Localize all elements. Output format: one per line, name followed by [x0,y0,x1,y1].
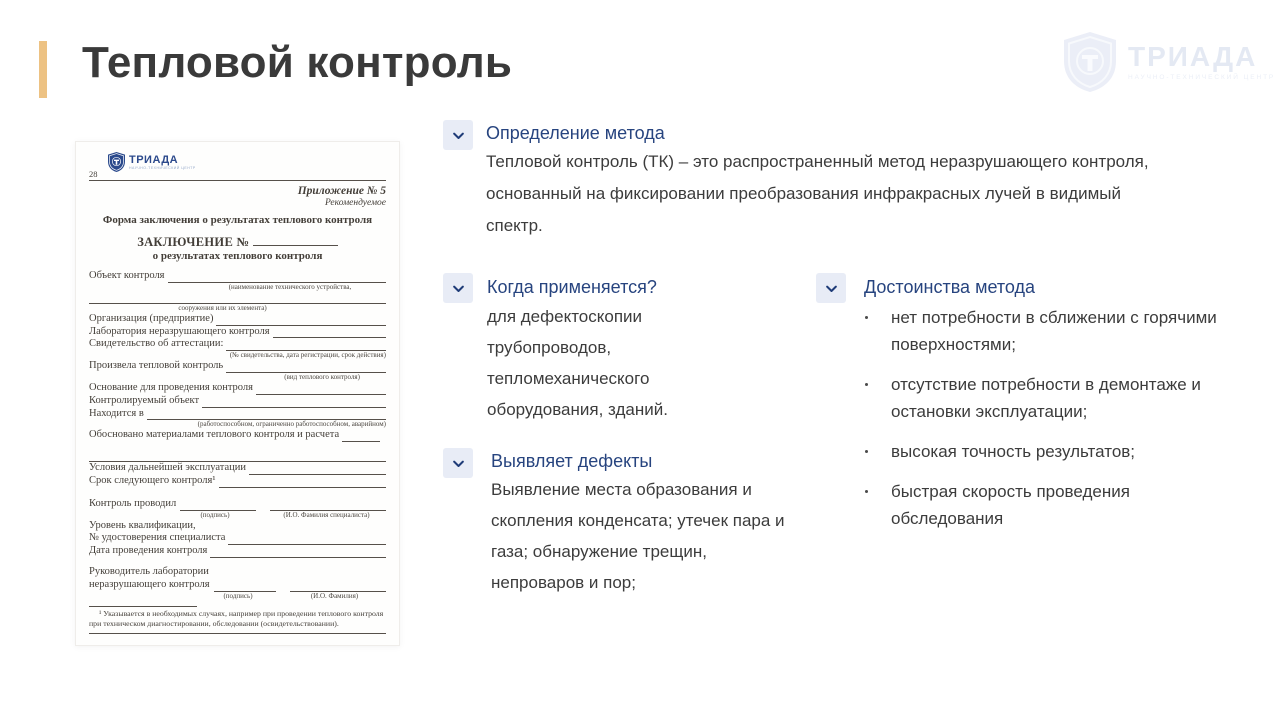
doc-field-row [89,450,386,462]
doc-field-label: Контролируемый объект [89,394,200,406]
doc-fill-line [210,546,386,558]
doc-fill-line [202,396,386,408]
doc-conclusion-label: ЗАКЛЮЧЕНИЕ № [137,235,250,249]
doc-field-row [89,360,386,373]
body-text-line: трубопроводов, [487,338,612,357]
doc-field-label: Руководитель лаборатории [89,565,209,577]
list-item [862,478,1266,532]
doc-conclusion-title [89,235,386,249]
doc-field-row [89,520,386,533]
doc-field-row [89,395,386,408]
doc-brand-tagline: НАУЧНО-ТЕХНИЧЕСКИЙ ЦЕНТР [129,165,196,170]
doc-field-row [89,429,386,442]
list-item [862,371,1266,425]
doc-field-label: Срок следующего контроля¹ [89,474,216,486]
doc-field-label: Свидетельство об аттестации: [89,338,224,350]
doc-field-label: Контроль проводил [89,497,177,509]
doc-fill-line [253,235,338,246]
doc-spacer [89,558,386,566]
doc-fill-line [89,292,386,304]
doc-field-label: Объект контроля [89,270,165,281]
body-text-line: быстрая скорость проведения [891,482,1130,501]
doc-field-label: Основание для проведения контроля [89,381,253,393]
doc-field-caption: сооружения или их элемента) [178,303,267,312]
doc-field-label: Дата проведения контроля [89,545,208,557]
doc-field-caption: (вид теплового контроля) [284,372,360,381]
doc-spacer [89,442,386,450]
body-text-line: отсутствие потребности в демонтаже и [891,375,1201,394]
doc-field-row [89,338,386,351]
section-heading-advantages: Достоинства метода [864,277,1036,297]
doc-field-label: неразрушающего контроля [89,578,210,590]
doc-bottom-rule [89,633,386,634]
body-text-line: поверхностями; [891,335,1016,354]
doc-field-caption: (И.О. Фамилия специалиста) [283,510,370,519]
doc-signature-captions [89,511,386,520]
doc-fill-line [168,271,386,283]
bullet-dot-icon [865,490,868,493]
page-title: Тепловой контроль [82,38,513,87]
doc-field-caption: (№ свидетельства, дата регистрации, срок действия) [229,351,386,360]
body-text-line: высокая точность результатов; [891,442,1136,461]
title-accent-bar [39,41,47,98]
section-body-when [487,301,668,425]
doc-field-label: Лаборатория неразрушающего контроля [89,325,270,337]
doc-fill-line [226,339,386,351]
doc-fill-line [226,361,386,373]
body-text-line: скопления конденсата; утечек пара и [491,511,785,530]
doc-field-label: Произвела тепловой контроль [89,360,224,372]
body-text-line: для дефектоскопии [487,307,643,326]
body-text-line: остановки эксплуатации; [891,402,1088,421]
doc-fill-line [256,383,386,395]
section-body-defects [491,474,785,598]
doc-brand-name: ТРИАДА [129,153,179,166]
doc-fill-line [270,499,386,511]
brand-text-block [1128,43,1275,81]
doc-field-caption: (наименование технического устройства, [228,282,352,291]
chevron-down-icon [443,448,473,478]
doc-spacer [89,488,386,498]
doc-fill-line [228,533,386,545]
doc-field-row [89,566,386,579]
body-text-line: основанный на фиксировании преобразования инфракрасных лучей в видимый [486,184,1121,203]
section-heading-definition: Определение метода [486,123,665,143]
doc-fill-line [216,314,386,326]
doc-fill-line [89,450,386,462]
doc-footnote-rule [89,606,197,607]
doc-field-row [89,545,386,558]
doc-fill-line [273,326,386,338]
brand-name: ТРИАДА [1128,41,1258,72]
body-text-line: Выявление места образования и [491,480,752,499]
body-text-line: обследования [891,509,1004,528]
doc-field-label: Уровень квалификации, [89,519,196,531]
doc-fill-line [249,463,386,475]
chevron-down-icon [816,273,846,303]
doc-field-row [89,462,386,475]
doc-fill-line [219,476,387,488]
doc-field-caption: (подпись) [223,591,253,600]
doc-fill-line [342,430,380,442]
body-text-line: непроваров и пор; [491,573,636,592]
doc-brand-block [129,155,196,170]
doc-field-label: Находится в [89,407,144,419]
doc-field-row [89,313,386,326]
doc-fill-line [290,580,386,592]
body-text-line: Тепловой контроль (ТК) – это распространенный метод неразрушающего контроля, [486,152,1149,171]
doc-signature-captions [89,592,386,601]
doc-appendix-note: Рекомендуемое [324,198,386,208]
body-text-line: нет потребности в сближении с горячими [891,308,1217,327]
doc-form-title: Форма заключения о результатах теплового контроля [102,214,373,226]
bullet-dot-icon [865,383,868,386]
body-text-line: газа; обнаружение трещин, [491,542,707,561]
doc-appendix-label: Приложение № 5 [297,185,386,197]
doc-field-row [89,292,386,304]
doc-field-label: № удостоверения специалиста [89,532,226,544]
section-heading-defects: Выявляет дефекты [491,451,653,471]
doc-field-caption: (подпись) [200,510,230,519]
doc-footnote: ¹ Указывается в необходимых случаях, например при проведении теплового контроля при техническом диагностировании, обследовании (освидетельствовании). [89,608,384,628]
bullet-text [891,438,1135,465]
advantages-bullet-list [862,304,1266,545]
doc-field-row [89,326,386,339]
doc-field-label: Условия дальнейшей эксплуатации [89,462,246,474]
doc-field-row [89,532,386,545]
doc-conclusion-subtitle: о результатах теплового контроля [152,250,323,262]
doc-signature-row [89,498,386,511]
brand-tagline: НАУЧНО-ТЕХНИЧЕСКИЙ ЦЕНТР [1128,74,1276,81]
doc-field-row [89,475,386,488]
bullet-text [891,478,1130,532]
bullet-dot-icon [865,450,868,453]
list-item [862,438,1266,465]
doc-field-label: Обосновано материалами теплового контроля и расчета [89,429,340,441]
doc-field-row [89,382,386,395]
body-text-line: тепломеханического [487,369,650,388]
bullet-text [891,304,1217,358]
doc-field-label: Организация (предприятие) [89,312,214,324]
doc-shield-logo-icon [108,152,125,172]
chevron-down-icon [443,120,473,150]
body-text-line: оборудования, зданий. [487,400,668,419]
body-text-line: спектр. [486,216,543,235]
brand-watermark [1062,31,1275,93]
doc-page-number: 28 [89,169,98,179]
doc-signature-row [89,579,386,592]
doc-fill-line [214,580,276,592]
doc-fill-line [147,408,386,420]
section-heading-when: Когда применяется? [487,277,657,297]
doc-fill-line [180,499,256,511]
list-item [862,304,1266,358]
chevron-down-icon [443,273,473,303]
doc-field-row [89,270,386,283]
shield-logo-icon [1062,31,1118,93]
scanned-form-page [75,141,400,646]
doc-field-caption: (работоспособном, ограниченно работоспособном, аварийном) [197,420,386,429]
bullet-dot-icon [865,316,868,319]
section-body-definition [486,146,1149,242]
doc-header-rule [89,180,386,181]
doc-field-caption: (И.О. Фамилия) [310,591,359,600]
bullet-text [891,371,1201,425]
doc-field-row [89,408,386,421]
